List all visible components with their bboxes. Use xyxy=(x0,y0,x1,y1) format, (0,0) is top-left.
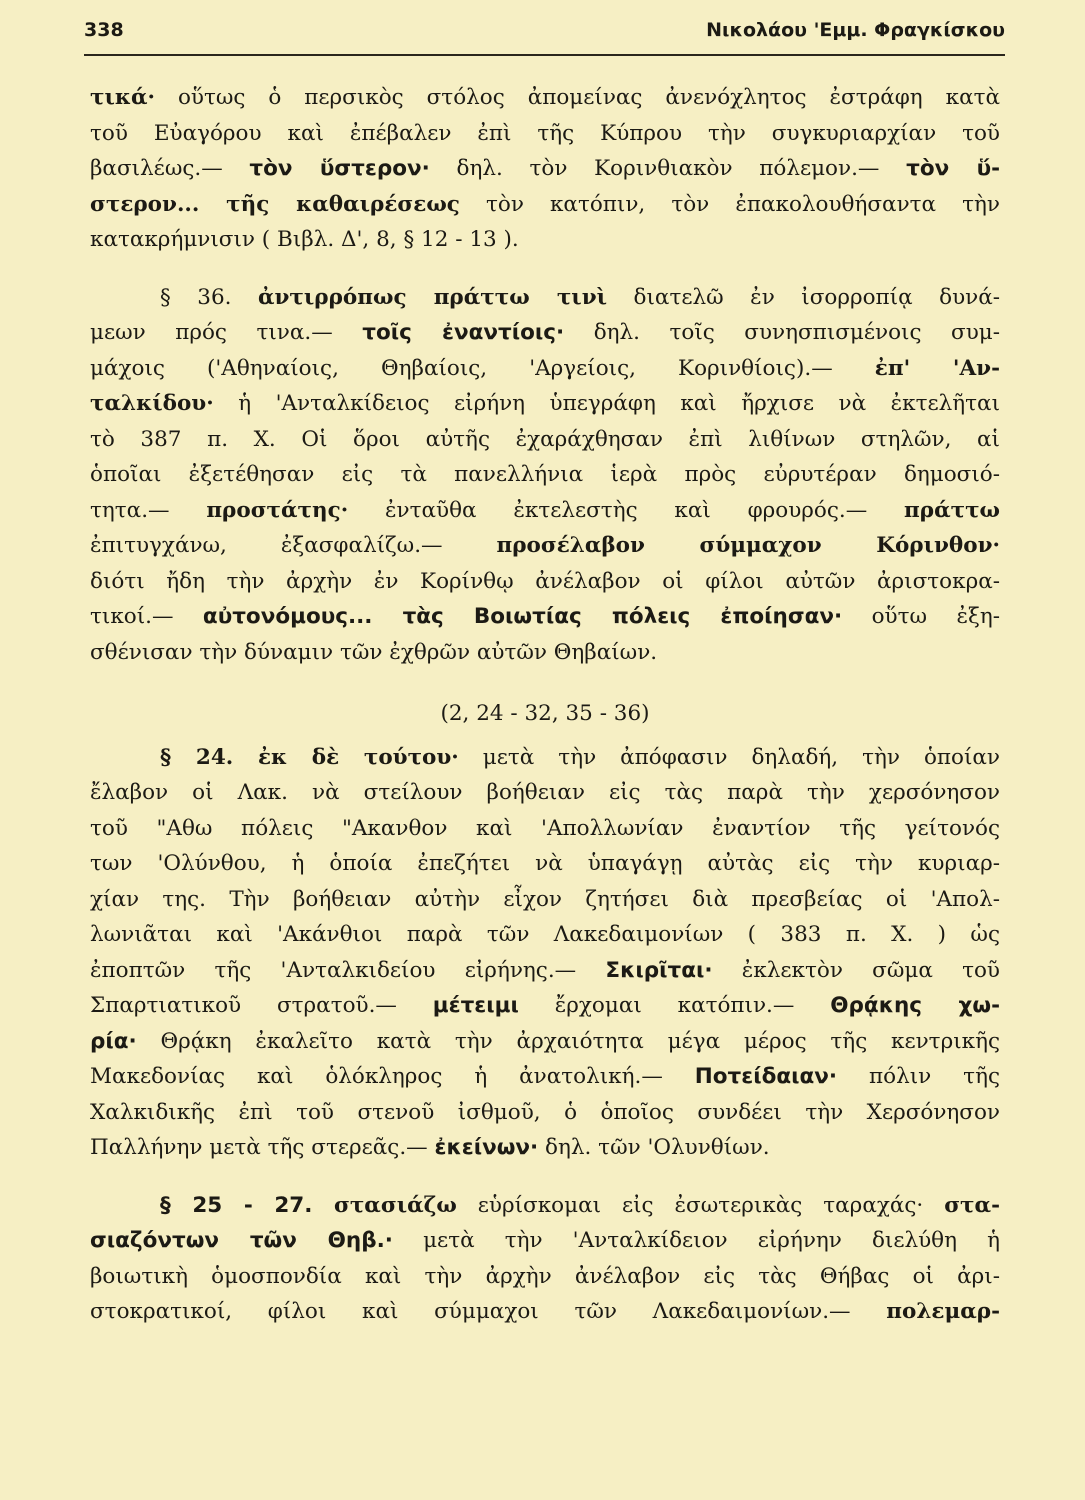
paragraph-3 xyxy=(90,740,1000,1166)
text-line: κατακρήμνισιν ( Βιβλ. Δ', 8, § 12 - 13 ). xyxy=(90,227,519,252)
term: στασιάζω xyxy=(333,1192,457,1218)
section-mark: § 25 - 27. xyxy=(160,1192,334,1218)
text-line: των 'Ολύνθου, ἡ ὁποία ἐπεζήτει νὰ ὑπαγάγῃ αὐτὰς εἰς τὴν κυριαρ- xyxy=(90,851,1000,876)
term: πολεμαρ- xyxy=(886,1299,1000,1324)
text-line: ἐποπτῶν τῆς 'Ανταλκιδείου εἰρήνης.— Σκιρῖται· ἐκλεκτὸν σῶμα τοῦ xyxy=(90,957,1000,983)
text-line: τοῦ Εὐαγόρου καὶ ἐπέβαλεν ἐπὶ τῆς Κύπρου τὴν συγκυριαρχίαν τοῦ xyxy=(90,120,1000,146)
text-line: διότι ἤδη τὴν ἀρχὴν ἐν Κορίνθῳ ἀνέλαβον οἱ φίλοι αὐτῶν ἀριστοκρα- xyxy=(90,568,1000,594)
paragraph-4 xyxy=(90,1188,1000,1330)
text-line: μεων πρός τινα.— τοῖς ἐναντίοις· δηλ. τοῖς συνησπισμένοις συμ- xyxy=(90,320,1001,345)
running-title: Νικολάου 'Εμμ. Φραγκίσκου xyxy=(706,19,1005,41)
term: μέτειμι xyxy=(432,993,519,1018)
text-line: χίαν της. Τὴν βοήθειαν αὐτὴν εἶχον ζητήσει διὰ πρεσβείας οἱ 'Απολ- xyxy=(90,886,1000,912)
page-header xyxy=(84,12,1005,48)
term: ταλκίδου· xyxy=(90,391,214,416)
paragraph-1 xyxy=(90,80,1000,258)
term: ἀντιρρόπως πράττω τινὶ xyxy=(257,284,608,310)
text-line: τοῦ "Αθω πόλεις "Ακανθον καὶ 'Απολλωνίαν ἐναντίον τῆς γείτονός xyxy=(90,815,1000,841)
text-line: ἐπιτυγχάνω, ἐξασφαλίζω.— προσέλαβον σύμμαχον Κόρινθον· xyxy=(90,533,1000,558)
text-line: Μακεδονίας καὶ ὁλόκληρος ἡ ἀνατολική.— Ποτείδαιαν· πόλιν τῆς xyxy=(90,1064,1000,1089)
text-line: στοκρατικοί, φίλοι καὶ σύμμαχοι τῶν Λακεδαιμονίων.— πολεμαρ- xyxy=(90,1299,1000,1324)
text-line: Παλλήνην μετὰ τῆς στερεᾶς.— ἐκείνων· δηλ. τῶν 'Ολυνθίων. xyxy=(90,1135,770,1160)
section-mark: § 24. xyxy=(160,744,258,770)
term: τὸν ὕστερον· xyxy=(249,156,430,181)
term: ἐκείνων· xyxy=(434,1135,539,1160)
term: ρία· xyxy=(90,1028,137,1054)
term: σιαζόντων τῶν Θηβ.· xyxy=(90,1228,393,1253)
text-line: σθένισαν τὴν δύναμιν τῶν ἐχθρῶν αὐτῶν Θηβαίων. xyxy=(90,639,658,665)
text-line: στερον... τῆς καθαιρέσεως τὸν κατόπιν, τὸν ἐπακολουθήσαντα τὴν xyxy=(90,191,1000,217)
term: ἐκ δὲ τούτου· xyxy=(257,744,459,770)
section-mark: § 36. xyxy=(160,284,258,310)
text-line: Χαλκιδικῆς ἐπὶ τοῦ στενοῦ ἰσθμοῦ, ὁ ὁποῖος συνδέει τὴν Χερσόνησον xyxy=(90,1099,1000,1125)
term: αὐτονόμους... τὰς Βοιωτίας πόλεις ἐποίησαν· xyxy=(202,604,843,629)
page-number: 338 xyxy=(84,19,124,41)
paragraph-2 xyxy=(90,280,1000,671)
text-line: βοιωτικὴ ὁμοσπονδία καὶ τὴν ἀρχὴν ἀνέλαβον εἰς τὰς Θήβας οἱ ἀρι- xyxy=(90,1263,1000,1289)
term: στα- xyxy=(944,1192,1000,1218)
text-line: § 36. ἀντιρρόπως πράττω τινὶ διατελῶ ἐν ἰσορροπίᾳ δυνά- xyxy=(160,284,1000,310)
text-line: τικά· οὕτως ὁ περσικὸς στόλος ἀπομείνας ἀνενόχλητος ἐστράφη κατὰ xyxy=(90,85,1000,110)
term: τὸν ὕ- xyxy=(906,156,1001,181)
term: τοῖς ἐναντίοις· xyxy=(362,320,565,345)
text-line: βασιλέως.— τὸν ὕστερον· δηλ. τὸν Κορινθιακὸν πόλεμον.— τὸν ὕ- xyxy=(90,156,1001,181)
text-line: § 24. ἐκ δὲ τούτου· μετὰ τὴν ἀπόφασιν δηλαδή, τὴν ὁποίαν xyxy=(160,744,1000,770)
term: στερον... τῆς καθαιρέσεως xyxy=(90,191,460,217)
text-line: τητα.— προστάτης· ἐνταῦθα ἐκτελεστὴς καὶ φρουρός.— πράττω xyxy=(90,497,1001,523)
text-line: τὸ 387 π. Χ. Οἱ ὅροι αὐτῆς ἐχαράχθησαν ἐπὶ λιθίνων στηλῶν, αἱ xyxy=(90,426,1000,452)
text-line: μάχοις ('Αθηναίοις, Θηβαίοις, 'Αργείοις, Κορινθίοις).— ἐπ' 'Αν- xyxy=(90,355,1001,381)
term: τικά· xyxy=(90,85,156,110)
text-line: ρία· Θρᾴκη ἐκαλεῖτο κατὰ τὴν ἀρχαιότητα μέγα μέρος τῆς κεντρικῆς xyxy=(90,1028,1000,1054)
term: Σκιρῖται· xyxy=(605,957,713,983)
term: Θρᾴκης χω- xyxy=(830,993,1000,1018)
text-line: τικοί.— αὐτονόμους... τὰς Βοιωτίας πόλεις ἐποίησαν· οὕτω ἐξη- xyxy=(90,604,1001,629)
header-rule xyxy=(84,54,1005,56)
text-line: § 25 - 27. στασιάζω εὑρίσκομαι εἰς ἐσωτερικὰς ταραχάς· στα- xyxy=(160,1192,1000,1218)
section-heading: (2, 24 - 32, 35 - 36) xyxy=(440,701,650,726)
term: ἐπ' 'Αν- xyxy=(874,355,1001,381)
text-line: ὁποῖαι ἐξετέθησαν εἰς τὰ πανελλήνια ἱερὰ πρὸς εὐρυτέραν δημοσιό- xyxy=(90,462,1000,487)
text-line: ἔλαβον οἱ Λακ. νὰ στείλουν βοήθειαν εἰς τὰς παρὰ τὴν χερσόνησον xyxy=(90,780,1000,805)
term: Ποτείδαιαν· xyxy=(694,1064,838,1089)
text-line: λωνιᾶται καὶ 'Ακάνθιοι παρὰ τῶν Λακεδαιμονίων ( 383 π. Χ. ) ὡς xyxy=(90,922,1000,947)
text-line: ταλκίδου· ἡ 'Ανταλκίδειος εἰρήνη ὑπεγράφη καὶ ἤρχισε νὰ ἐκτελῆται xyxy=(90,391,1000,416)
term: προσέλαβον σύμμαχον Κόρινθον· xyxy=(496,533,1000,558)
body-text xyxy=(90,80,1000,1330)
text-line: σιαζόντων τῶν Θηβ.· μετὰ τὴν 'Ανταλκίδειον εἰρήνην διελύθη ἡ xyxy=(90,1228,1000,1253)
term: πράττω xyxy=(904,497,1001,523)
term: προστάτης· xyxy=(206,497,349,523)
text-line: Σπαρτιατικοῦ στρατοῦ.— μέτειμι ἔρχομαι κατόπιν.— Θρᾴκης χω- xyxy=(90,993,1000,1018)
